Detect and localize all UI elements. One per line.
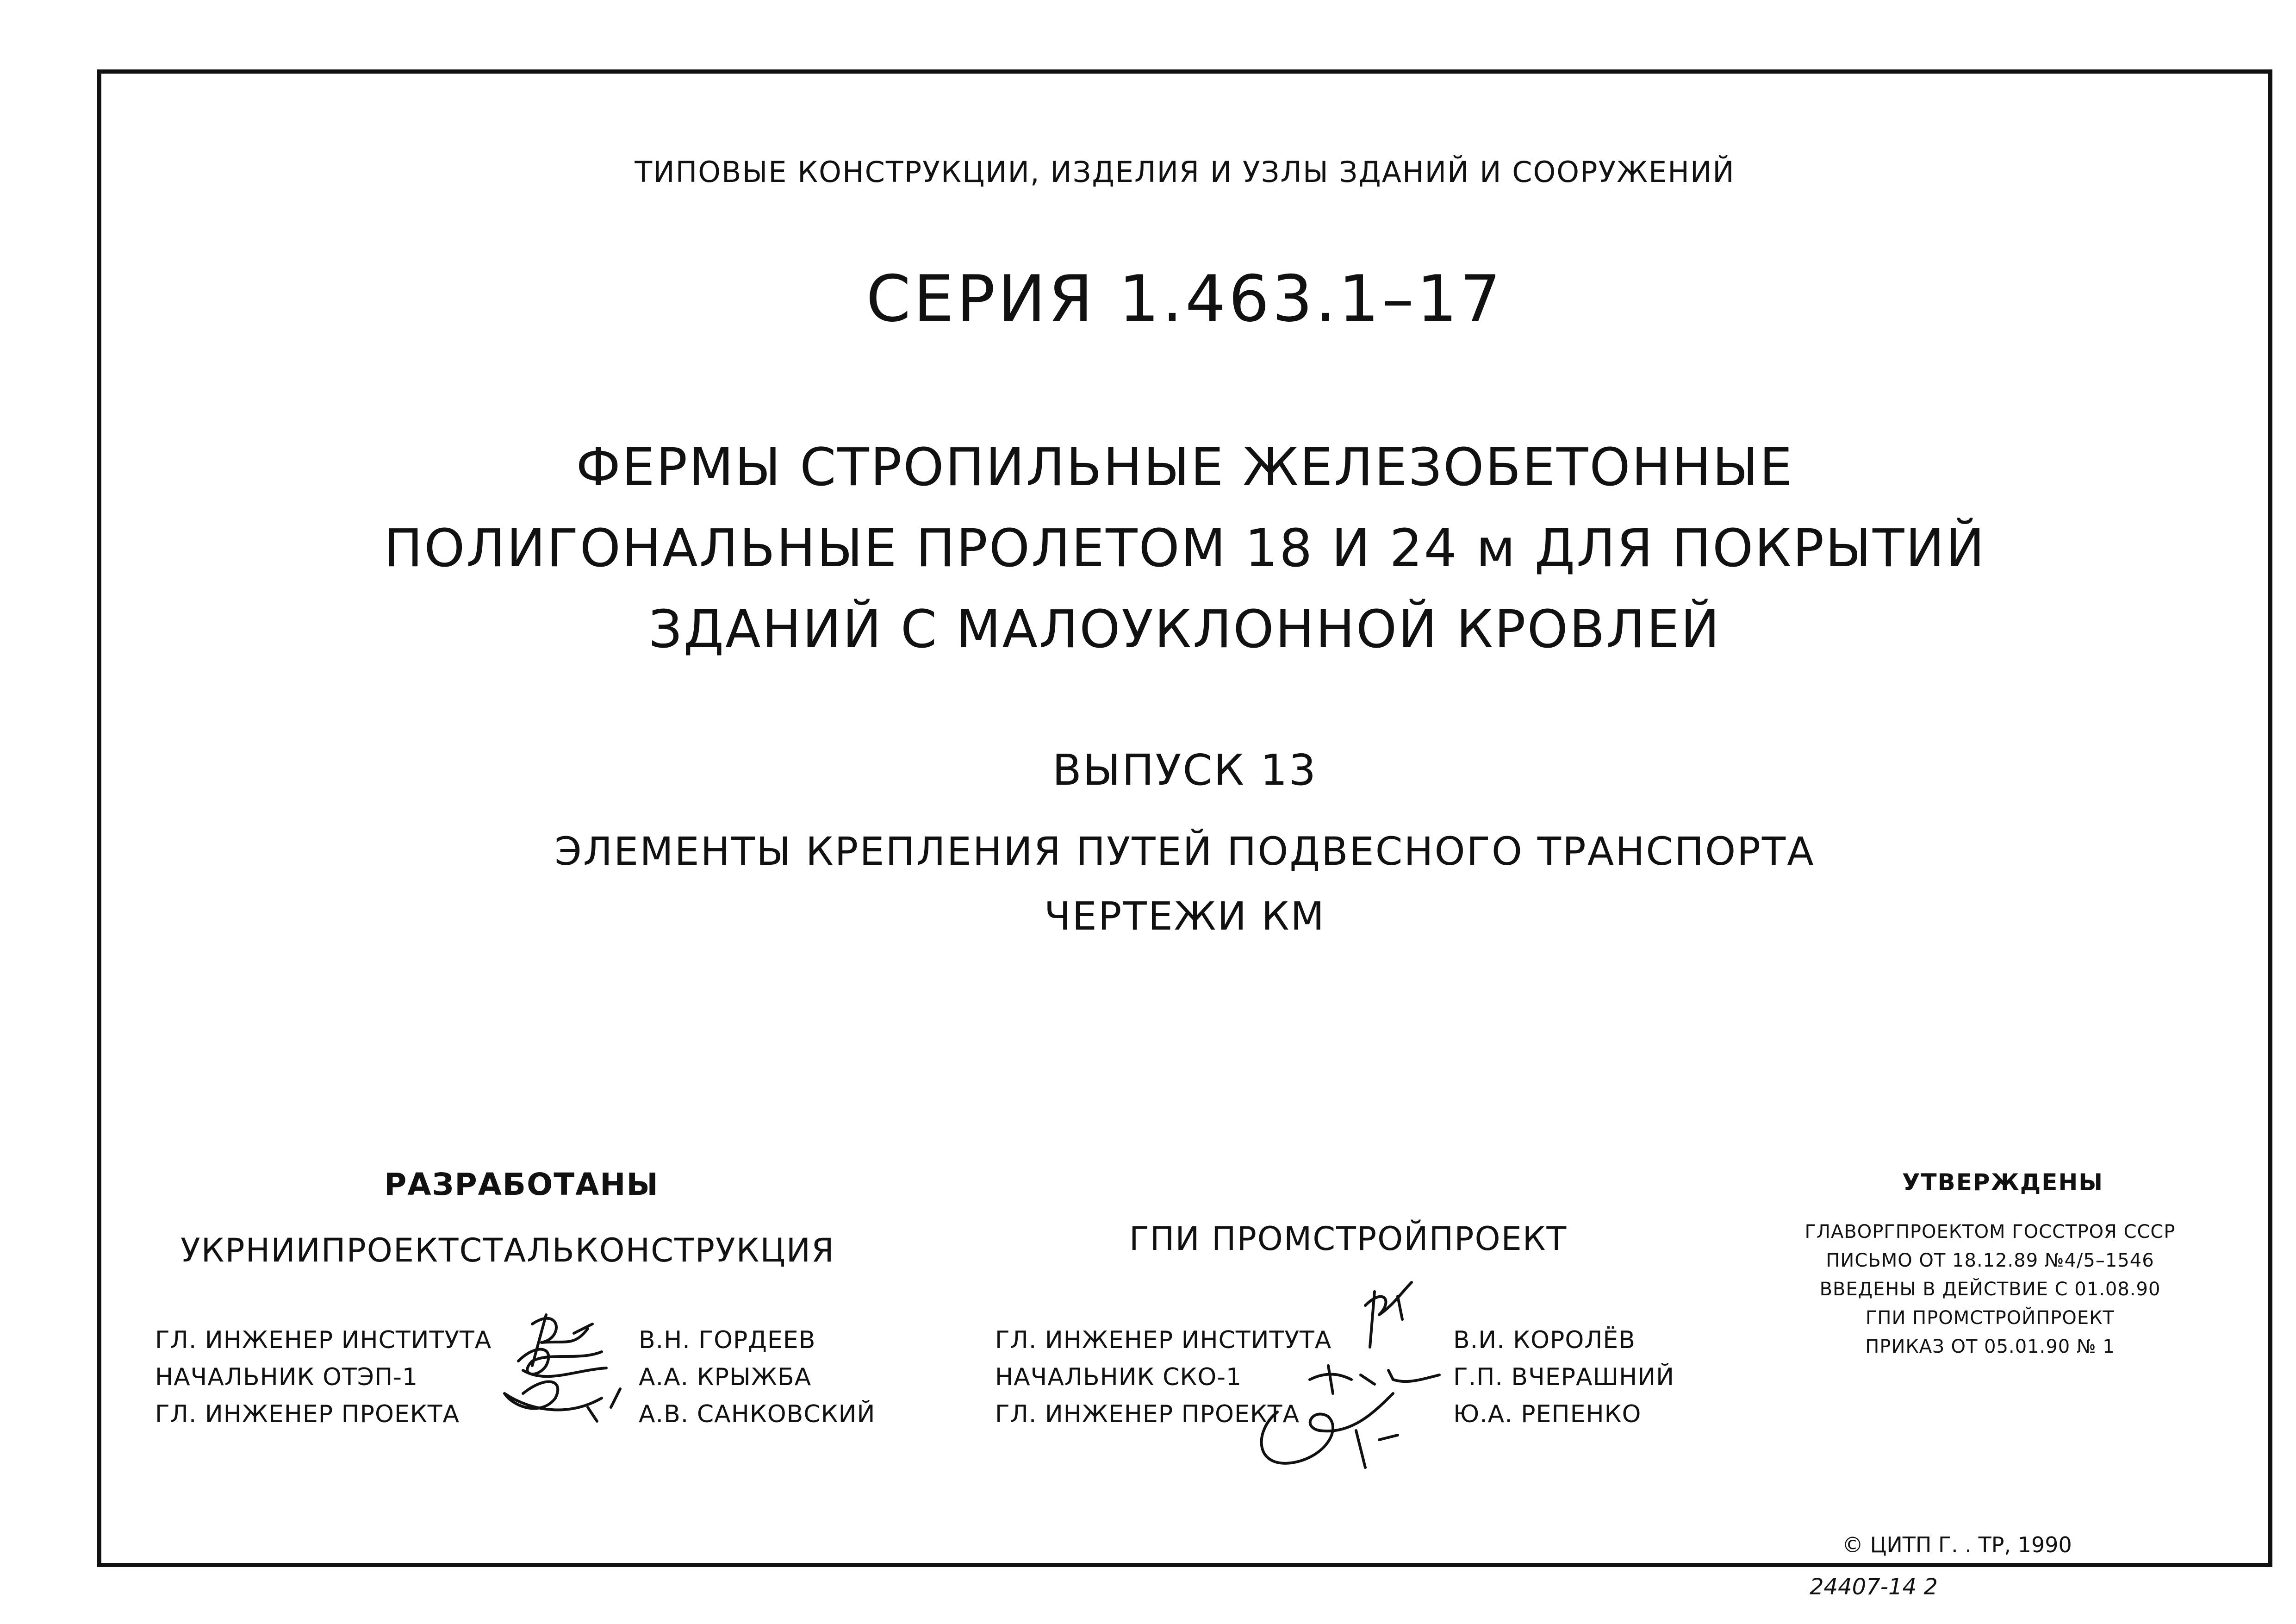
title-line-3: ЗДАНИЙ С МАЛОУКЛОННОЙ КРОВЛЕЙ bbox=[648, 600, 1721, 660]
org1-name: УКРНИИПРОЕКТСТАЛЬКОНСТРУКЦИЯ bbox=[180, 1231, 835, 1269]
issue-label: ВЫПУСК 13 bbox=[1052, 745, 1318, 795]
supertitle: ТИПОВЫЕ КОНСТРУКЦИИ, ИЗДЕЛИЯ И УЗЛЫ ЗДАНИЙ И СООРУЖЕНИЙ bbox=[635, 155, 1735, 189]
org1-person: А.А. КРЫЖБА bbox=[639, 1363, 812, 1391]
org2-person: Г.П. ВЧЕРАШНИЙ bbox=[1453, 1363, 1675, 1391]
developed-heading: РАЗРАБОТАНЫ bbox=[384, 1167, 659, 1202]
signature-repenko bbox=[1240, 1375, 1435, 1486]
approval-line: ПИСЬМО ОТ 18.12.89 №4/5–1546 bbox=[1826, 1250, 2154, 1271]
copyright-notice: © ЦИТП Г. . ТР, 1990 bbox=[1842, 1532, 2072, 1557]
title-line-2: ПОЛИГОНАЛЬНЫЕ ПРОЛЕТОМ 18 И 24 м ДЛЯ ПОКРЫТИЙ bbox=[384, 518, 1986, 579]
org2-name: ГПИ ПРОМСТРОЙПРОЕКТ bbox=[1129, 1220, 1568, 1258]
org1-role: ГЛ. ИНЖЕНЕР ИНСТИТУТА bbox=[155, 1326, 492, 1354]
org1-person: А.В. САНКОВСКИЙ bbox=[639, 1400, 876, 1428]
issue-subtitle-1: ЭЛЕМЕНТЫ КРЕПЛЕНИЯ ПУТЕЙ ПОДВЕСНОГО ТРАНСПОРТА bbox=[554, 829, 1815, 874]
org1-roles bbox=[155, 1322, 492, 1433]
org1-names bbox=[639, 1322, 875, 1433]
org2-person: Ю.А. РЕПЕНКО bbox=[1453, 1400, 1642, 1428]
approval-line: ГЛАВОРГПРОЕКТОМ ГОССТРОЯ СССР bbox=[1804, 1221, 2176, 1243]
approval-line: ГПИ ПРОМСТРОЙПРОЕКТ bbox=[1866, 1307, 2115, 1329]
approval-line: ВВЕДЕНЫ В ДЕЙСТВИЕ С 01.08.90 bbox=[1819, 1279, 2161, 1300]
org2-person: В.И. КОРОЛЁВ bbox=[1453, 1326, 1636, 1354]
issue-subtitle-2: ЧЕРТЕЖИ КМ bbox=[1044, 893, 1325, 939]
org1-person: В.Н. ГОРДЕЕВ bbox=[639, 1326, 816, 1354]
org2-role: НАЧАЛЬНИК СКО-1 bbox=[995, 1363, 1242, 1391]
approval-block bbox=[1791, 1218, 2189, 1361]
approval-line: ПРИКАЗ ОТ 05.01.90 № 1 bbox=[1865, 1336, 2115, 1357]
org2-role: ГЛ. ИНЖЕНЕР ИНСТИТУТА bbox=[995, 1326, 1332, 1354]
signature-sankovsky bbox=[495, 1366, 634, 1440]
org1-role: НАЧАЛЬНИК ОТЭП-1 bbox=[155, 1363, 418, 1391]
approved-heading: УТВЕРЖДЕНЫ bbox=[1902, 1169, 2104, 1196]
org1-role: ГЛ. ИНЖЕНЕР ПРОЕКТА bbox=[155, 1400, 460, 1428]
org2-role: ГЛ. ИНЖЕНЕР ПРОЕКТА bbox=[995, 1400, 1300, 1428]
title-line-1: ФЕРМЫ СТРОПИЛЬНЫЕ ЖЕЛЕЗОБЕТОННЫЕ bbox=[576, 437, 1794, 498]
series-number: СЕРИЯ 1.463.1–17 bbox=[866, 262, 1504, 336]
registration-stamp: 24407-14 2 bbox=[1810, 1574, 1938, 1600]
org2-names bbox=[1453, 1322, 1674, 1433]
